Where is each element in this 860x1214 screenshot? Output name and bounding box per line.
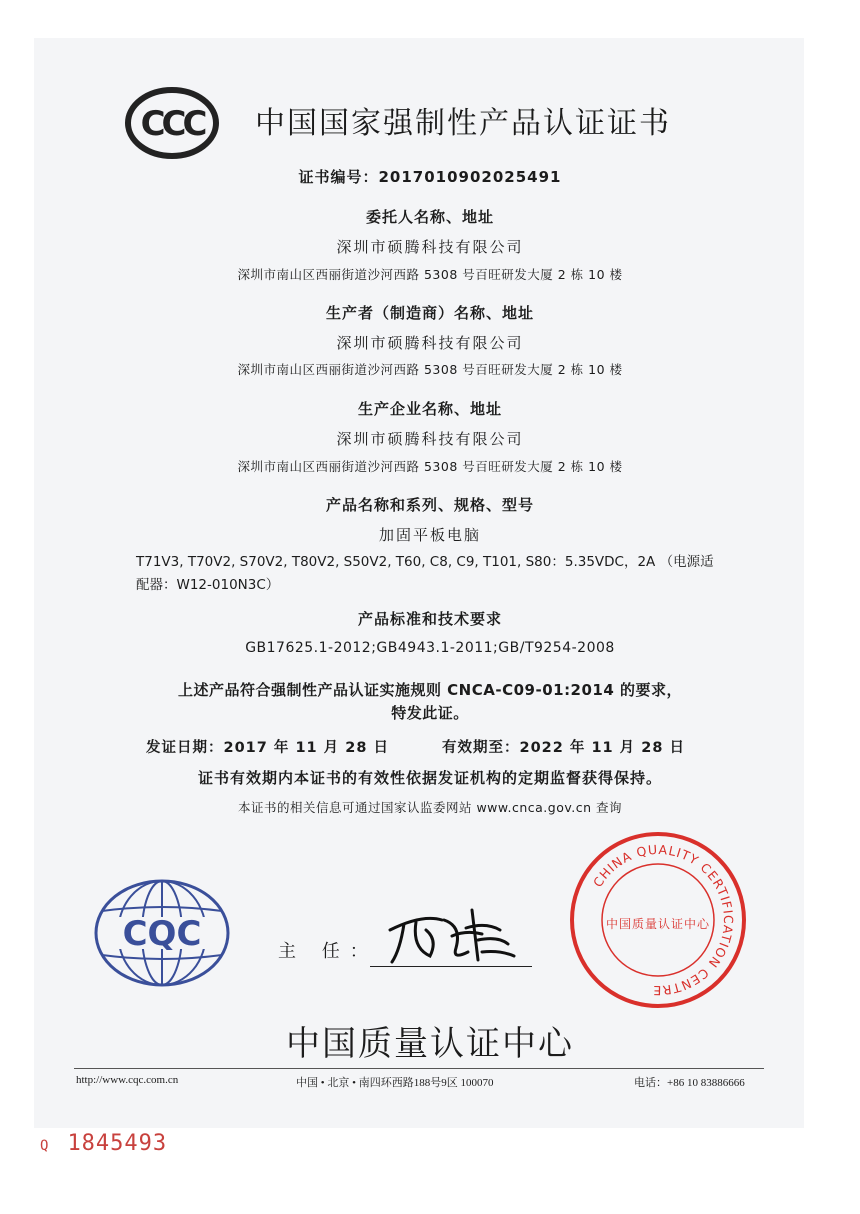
certificate-number: [0, 166, 860, 187]
seal-outer-text: CHINA QUALITY CERTIFICATION CENTRE: [589, 841, 737, 999]
certificate-title: 中国国家强制性产品认证证书: [255, 106, 671, 141]
expiry-date-label: 有效期至：: [442, 740, 520, 756]
certificate-number-label: 证书编号：: [298, 168, 379, 186]
footer-url[interactable]: http://www.cqc.com.cn: [76, 1074, 179, 1086]
manufacturer-heading: 生产者（制造商）名称、地址: [325, 304, 534, 322]
conformity-line2: 特发此证。: [391, 704, 469, 722]
manufacturer-address: 深圳市南山区西丽街道沙河西路 5308 号百旺研发大厦 2 栋 10 楼: [237, 362, 623, 377]
product-models-line1: T71V3, T70V2, S70V2, T80V2, S50V2, T60, C8, C9, T101, S80：5.35VDC，2A （电源适: [136, 554, 714, 570]
applicant-address: 深圳市南山区西丽街道沙河西路 5308 号百旺研发大厦 2 栋 10 楼: [237, 267, 623, 282]
factory-heading: 生产企业名称、地址: [357, 400, 502, 418]
product-models-line2: 配器：W12-010N3C）: [136, 577, 280, 593]
official-seal: [568, 830, 748, 1010]
cqc-logo: [92, 877, 232, 989]
factory-address: 深圳市南山区西丽街道沙河西路 5308 号百旺研发大厦 2 栋 10 楼: [237, 459, 623, 474]
cqc-logo-text: CQC: [122, 914, 202, 954]
seal-inner-text: 中国质量认证中心: [605, 917, 711, 931]
footer-address: 中国 • 北京 • 南四环西路188号9区 100070: [296, 1077, 494, 1089]
product-heading: 产品名称和系列、规格、型号: [325, 496, 534, 514]
factory-name: 深圳市硕腾科技有限公司: [336, 430, 524, 448]
issue-date-value: 2017 年 11 月 28 日: [223, 740, 389, 756]
issue-date-label: 发证日期：: [146, 740, 224, 756]
ccc-logo: [124, 86, 220, 160]
serial-number: [40, 1131, 167, 1156]
query-note: 本证书的相关信息可通过国家认监委网站 www.cnca.gov.cn 查询: [237, 800, 623, 815]
expiry-date-value: 2022 年 11 月 28 日: [519, 740, 685, 756]
footer-phone: 电话：+86 10 83886666: [634, 1077, 745, 1089]
conformity-line1: 上述产品符合强制性产品认证实施规则 CNCA-C09-01:2014 的要求，: [177, 681, 683, 699]
director-label: 主 任：: [278, 941, 378, 962]
expiry-date: [442, 736, 685, 757]
manufacturer-name: 深圳市硕腾科技有限公司: [336, 334, 524, 352]
director-signature: [382, 900, 522, 970]
validity-note: 证书有效期内本证书的有效性依据发证机构的定期监督获得保持。: [197, 769, 662, 787]
serial-prefix: Q: [40, 1138, 50, 1154]
standards-value: GB17625.1-2012;GB4943.1-2011;GB/T9254-2008: [245, 640, 615, 656]
ccc-logo-text: CCC: [140, 104, 204, 144]
signature-line: [370, 966, 532, 967]
standards-heading: 产品标准和技术要求: [357, 610, 502, 628]
organization-name: 中国质量认证中心: [286, 1024, 574, 1064]
product-name: 加固平板电脑: [378, 526, 481, 544]
conformity-statement: [0, 679, 860, 725]
product-models: [136, 551, 736, 597]
issue-date: [146, 736, 389, 757]
serial-value: 1845493: [67, 1131, 168, 1156]
footer-divider: [74, 1068, 764, 1069]
applicant-heading: 委托人名称、地址: [365, 208, 494, 226]
applicant-name: 深圳市硕腾科技有限公司: [336, 238, 524, 256]
certificate-number-value: 2017010902025491: [378, 168, 562, 186]
